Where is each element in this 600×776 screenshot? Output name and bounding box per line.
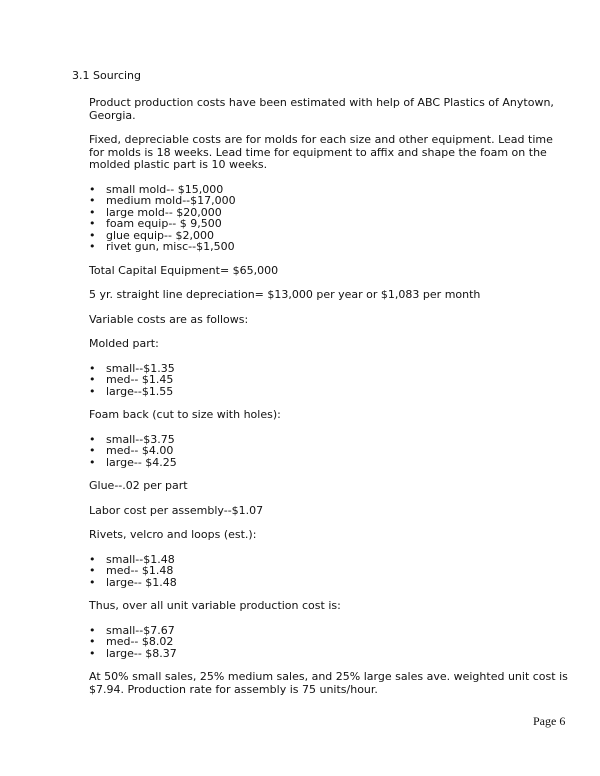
rivets-list [89,554,569,589]
list-item-text: small--$1.35 [106,361,175,375]
foam-back-list [89,434,569,469]
list-item-text: large-- $4.25 [106,455,177,469]
page-number: Page 6 [533,714,566,728]
bullet-icon: • [89,361,96,375]
overall-cost-list [89,625,569,660]
intro-paragraph: Product production costs have been estimated with help of ABC Plastics of Anytown, Georgia. [89,96,554,122]
bullet-icon: • [89,552,96,566]
bullet-icon: • [89,182,96,196]
list-item-text: large-- $8.37 [106,646,177,660]
list-item [89,457,569,469]
list-item-text: large mold-- $20,000 [106,205,222,219]
list-item-text: foam equip-- $ 9,500 [106,217,222,230]
bullet-icon: • [89,623,96,637]
bullet-icon: • [89,444,96,457]
bullet-icon: • [89,240,96,253]
section-body [89,97,569,708]
list-item [89,386,569,398]
overall-cost-heading: Thus, over all unit variable production cost is: [89,599,341,612]
list-item-text: small--$7.67 [106,623,175,637]
bullet-icon: • [89,384,96,398]
bullet-icon: • [89,205,96,219]
bullet-icon: • [89,646,96,660]
bullet-icon: • [89,217,96,230]
bullet-icon: • [89,635,96,648]
section-title: 3.1 Sourcing [72,69,142,82]
molded-part-heading: Molded part: [89,337,159,350]
list-item-text: rivet gun, misc--$1,500 [106,240,235,253]
summary-paragraph: At 50% small sales, 25% medium sales, and 25% large sales ave. weighted unit cost is $7.94. Production rate for assembly is 75 units/hour. [89,670,568,696]
bullet-icon: • [89,373,96,386]
list-item [89,648,569,660]
glue-cost-paragraph: Glue--.02 per part [89,479,188,492]
variable-costs-intro: Variable costs are as follows: [89,312,249,326]
fixed-costs-paragraph: Fixed, depreciable costs are for molds for each size and other equipment. Lead time for molds is 18 weeks. Lead time for equipment to affix and shape the foam on the molded plastic part is 10 weeks. [89,133,553,171]
bullet-icon: • [89,575,96,589]
list-item-text: medium mold--$17,000 [106,194,236,207]
list-item [89,577,569,589]
bullet-icon: • [89,228,96,242]
list-item-text: med-- $1.48 [106,564,174,577]
list-item [89,241,569,253]
list-item-text: small--$3.75 [106,432,175,446]
list-item-text: med-- $1.45 [106,373,174,386]
total-capital-paragraph: Total Capital Equipment= $65,000 [89,263,279,277]
equipment-list [89,184,569,253]
labor-cost-paragraph: Labor cost per assembly--$1.07 [89,503,264,517]
rivets-heading: Rivets, velcro and loops (est.): [89,528,257,541]
list-item-text: large-- $1.48 [106,575,177,589]
molded-part-list [89,363,569,398]
list-item-text: small--$1.48 [106,552,175,566]
list-item-text: glue equip-- $2,000 [106,228,214,242]
foam-back-heading: Foam back (cut to size with holes): [89,408,281,421]
list-item-text: med-- $4.00 [106,444,174,457]
bullet-icon: • [89,432,96,446]
bullet-icon: • [89,455,96,469]
depreciation-paragraph: 5 yr. straight line depreciation= $13,000 per year or $1,083 per month [89,288,481,301]
list-item-text: large--$1.55 [106,384,174,398]
bullet-icon: • [89,564,96,577]
list-item-text: med-- $8.02 [106,635,174,648]
bullet-icon: • [89,194,96,207]
list-item-text: small mold-- $15,000 [106,182,224,196]
